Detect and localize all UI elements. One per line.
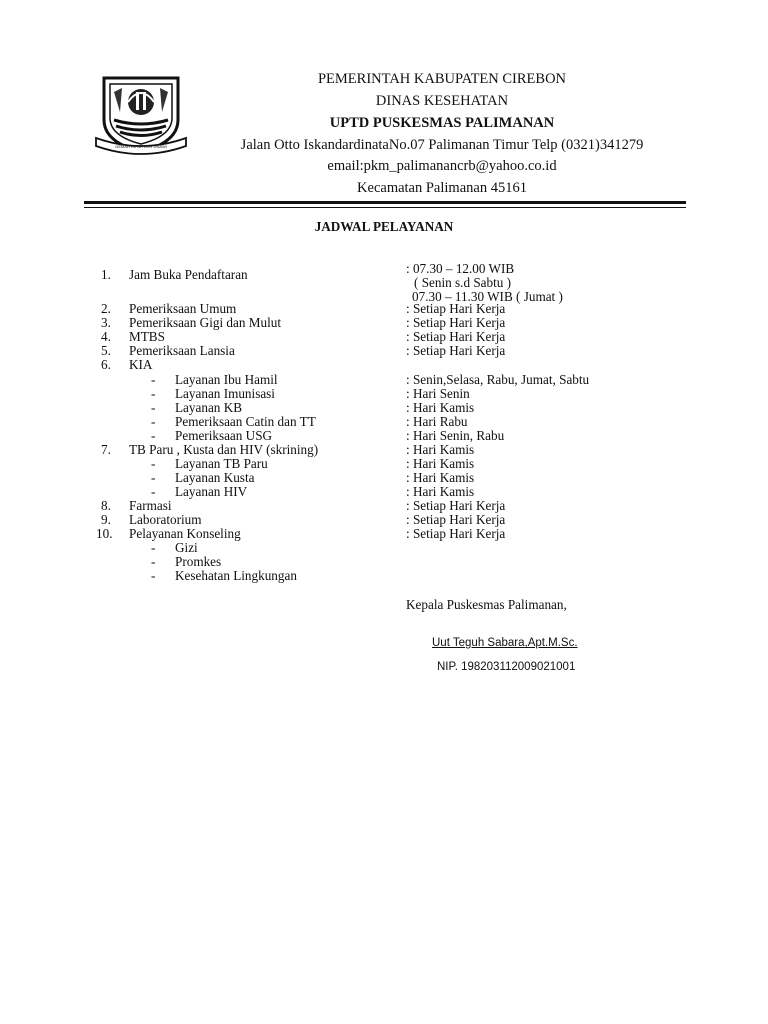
item-value: : Setiap Hari Kerja (406, 498, 506, 513)
sub-item-dash: - (151, 540, 156, 555)
item-number: 1. (101, 267, 111, 282)
sub-item-label: Layanan KB (175, 400, 243, 415)
item-label: KIA (129, 357, 153, 372)
sub-item-value: : Hari Kamis (406, 400, 475, 415)
sub-item-dash: - (151, 456, 156, 471)
item-label: TB Paru , Kusta dan HIV (skrining) (129, 442, 319, 457)
sub-item-label: Layanan Ibu Hamil (175, 372, 278, 387)
header-district: Kecamatan Palimanan 45161 (357, 180, 527, 196)
header-divider-thick (84, 201, 686, 204)
signature-name: Uut Teguh Sabara,Apt.M.Sc. (432, 637, 578, 649)
header-email: email:pkm_palimanancrb@yahoo.co.id (327, 158, 557, 174)
sub-item-label: Layanan TB Paru (175, 456, 268, 471)
item-label: Pelayanan Konseling (129, 526, 241, 541)
sub-item-dash: - (151, 428, 156, 443)
sub-item-dash: - (151, 568, 156, 583)
item-number: 5. (101, 343, 111, 358)
signature-position: Kepala Puskesmas Palimanan, (406, 597, 567, 612)
item-value: : Hari Kamis (406, 442, 475, 457)
item-number: 7. (101, 442, 111, 457)
sub-item-dash: - (151, 484, 156, 499)
item-label: Farmasi (129, 498, 172, 513)
sub-item-label: Layanan Kusta (175, 470, 255, 485)
item-number: 2. (101, 301, 111, 316)
page-title: JADWAL PELAYANAN (314, 219, 454, 234)
sub-item-label: Layanan HIV (175, 484, 248, 499)
item-label: Jam Buka Pendaftaran (129, 267, 248, 282)
sub-item-label: Kesehatan Lingkungan (175, 568, 297, 583)
sub-item-dash: - (151, 554, 156, 569)
hours-line1: : 07.30 – 12.00 WIB (406, 261, 515, 276)
sub-item-value: : Hari Kamis (406, 470, 475, 485)
sub-item-label: Pemeriksaan USG (175, 428, 273, 443)
item-value: : Setiap Hari Kerja (406, 512, 506, 527)
item-label: Pemeriksaan Umum (129, 301, 237, 316)
item-label: MTBS (129, 329, 165, 344)
signature-nip: NIP. 198203112009021001 (437, 661, 576, 673)
sub-item-value: : Hari Kamis (406, 456, 475, 471)
sub-item-value: : Hari Rabu (406, 414, 468, 429)
sub-item-dash: - (151, 372, 156, 387)
item-number: 3. (101, 315, 111, 330)
item-label: Pemeriksaan Lansia (129, 343, 235, 358)
item-label: Pemeriksaan Gigi dan Mulut (129, 315, 281, 330)
hours-line3: 07.30 – 11.30 WIB ( Jumat ) (412, 289, 563, 304)
item-number: 8. (101, 498, 111, 513)
sub-item-value: : Hari Senin (406, 386, 470, 401)
sub-item-value: : Hari Kamis (406, 484, 475, 499)
header-line2: DINAS KESEHATAN (375, 93, 509, 109)
header-line3: UPTD PUSKESMAS PALIMANAN (329, 115, 555, 131)
sub-item-dash: - (151, 400, 156, 415)
item-value: : Setiap Hari Kerja (406, 329, 506, 344)
sub-item-dash: - (151, 414, 156, 429)
item-value: : Setiap Hari Kerja (406, 301, 506, 316)
item-value: : Setiap Hari Kerja (406, 315, 506, 330)
sub-item-value: : Hari Senin, Rabu (406, 428, 505, 443)
item-number: 10. (96, 526, 113, 541)
item-value: : Setiap Hari Kerja (406, 526, 506, 541)
item-number: 6. (101, 357, 111, 372)
sub-item-label: Pemeriksaan Catin dan TT (175, 414, 316, 429)
sub-item-label: Layanan Imunisasi (175, 386, 275, 401)
sub-item-label: Gizi (175, 540, 198, 555)
item-label: Laboratorium (129, 512, 202, 527)
item-number: 4. (101, 329, 111, 344)
sub-item-dash: - (151, 470, 156, 485)
item-number: 9. (101, 512, 111, 527)
sub-item-value: : Senin,Selasa, Rabu, Jumat, Sabtu (406, 372, 590, 387)
hours-line2: ( Senin s.d Sabtu ) (414, 275, 512, 290)
header-line1: PEMERINTAH KABUPATEN CIREBON (317, 71, 567, 87)
item-value: : Setiap Hari Kerja (406, 343, 506, 358)
svg-text:GEMAH RIPAH LOH JINAWI: GEMAH RIPAH LOH JINAWI (115, 144, 167, 149)
kabupaten-cirebon-logo (94, 72, 188, 162)
sub-item-label: Promkes (175, 554, 222, 569)
header-address: Jalan Otto IskandardinataNo.07 Palimanan Timur Telp (0321)341279 (240, 137, 644, 153)
sub-item-dash: - (151, 386, 156, 401)
header-divider-thin (84, 207, 686, 208)
